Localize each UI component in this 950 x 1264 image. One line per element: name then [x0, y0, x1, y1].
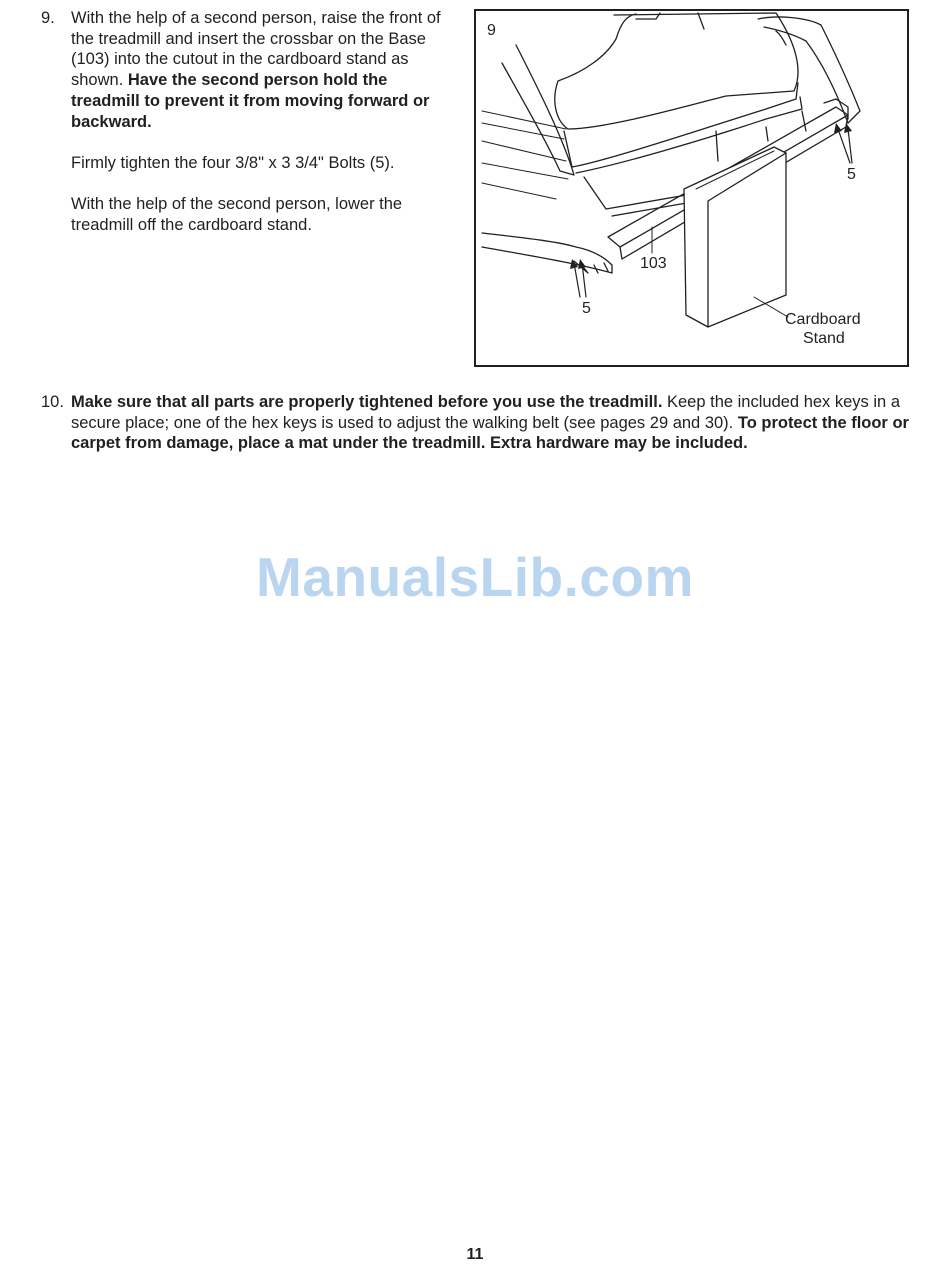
- right-bolt-callout: 5: [847, 166, 856, 183]
- figure-number: 9: [487, 22, 496, 39]
- lower-instruction: With the help of the second person, lower the treadmill off the cardboard stand.: [71, 195, 403, 234]
- motor-hood: [555, 13, 798, 129]
- step-number: 9.: [41, 9, 55, 27]
- left-foot: [482, 233, 612, 273]
- step-number: 10.: [41, 393, 64, 411]
- treadmill-illustration: [476, 11, 907, 365]
- step-caution: To protect the floor or carpet from damage, place a mat under the treadmill. Extra hardware may be included.: [71, 413, 909, 453]
- step-body: [71, 8, 441, 236]
- page-number: 11: [466, 1246, 484, 1263]
- base-callout: 103: [640, 255, 667, 272]
- left-bolt-callout: 5: [582, 300, 591, 317]
- step-text: Keep the included hex keys in a secure place; one of the hex keys is used to adjust the walking belt (see pages 29 and 30).: [71, 393, 900, 432]
- step-paragraph: [71, 8, 441, 132]
- bolt-instruction: Firmly tighten the four 3/8" x 3 3/4" Bolts (5).: [71, 153, 395, 172]
- step-paragraph: [71, 392, 916, 454]
- step-warning: Have the second person hold the treadmill to prevent it from moving forward or backward.: [71, 71, 430, 131]
- cardboard-stand: [684, 147, 786, 327]
- step-body: [71, 392, 916, 454]
- step-text: With the help of a second person, raise the front of the treadmill and insert the crossbar on the Base (103) into the cutout in the cardboard stand as shown.: [71, 9, 441, 90]
- left-upright: [502, 45, 574, 175]
- step-warning: Make sure that all parts are properly tightened before you use the treadmill.: [71, 393, 663, 411]
- assembly-figure: [474, 9, 909, 367]
- watermark: ManualsLib.com: [256, 546, 694, 608]
- stand-callout-line2: Stand: [803, 330, 845, 347]
- stand-callout-line1: Cardboard: [785, 311, 861, 328]
